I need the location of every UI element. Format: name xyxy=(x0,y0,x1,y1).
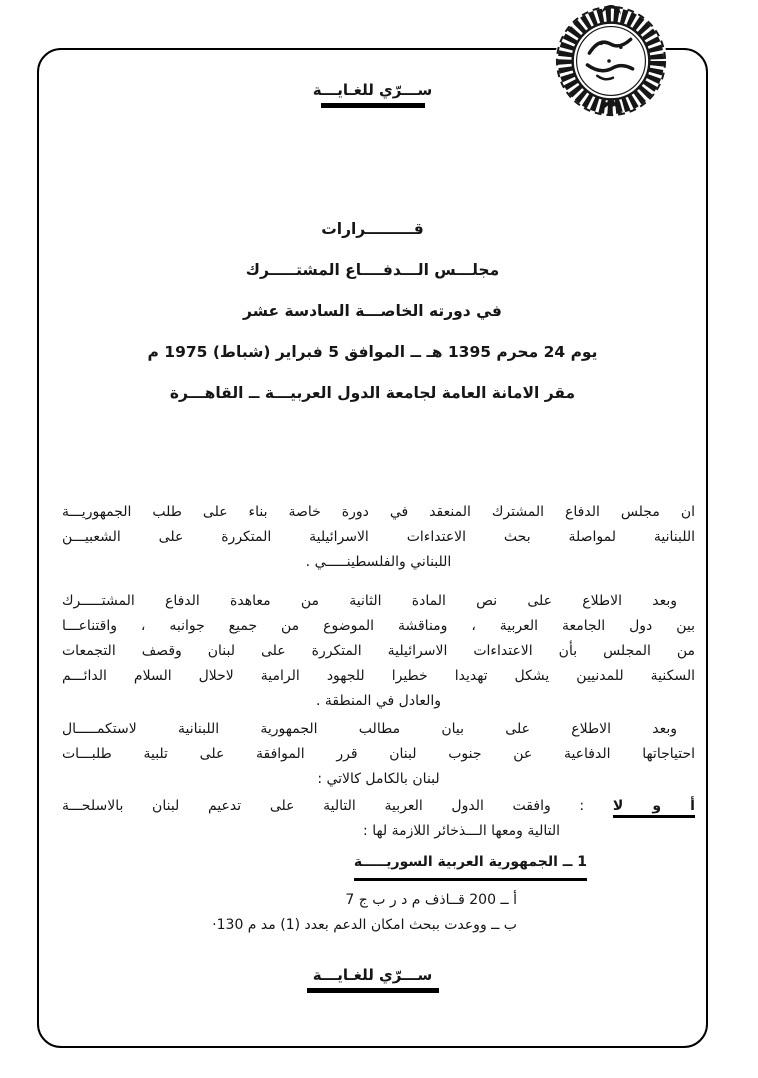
syria-item-a: أ ــ 200 قــاذف م د ر ب ج 7 xyxy=(345,892,517,908)
paragraph-2-line-1: وبعد الاطلاع على نص المادة الثانية من معاهدة الدفاع المشتـــــرك xyxy=(62,593,677,609)
arab-league-emblem-icon xyxy=(552,2,670,120)
title-block xyxy=(37,218,708,423)
section-first-label: أ و لا xyxy=(613,798,695,818)
title-session-number: السادسة عشر xyxy=(243,302,350,320)
paragraph-1-line-2: اللبنانية لمواصلة بحث الاعتداءات الاسرائيلية المتكررة على الشعبيـــن xyxy=(62,529,695,545)
paragraph-3-line-1: وبعد الاطلاع على بيان مطالب الجمهورية اللبنانية لاستكمـــــال xyxy=(62,721,677,737)
paragraph-2 xyxy=(62,589,695,714)
paragraph-3-line-2: احتياجاتها الدفاعية عن جنوب لبنان قرر الموافقة على تلبية طلبـــات xyxy=(62,746,695,762)
section-first-colon: : xyxy=(550,798,613,814)
paragraph-2-line-3: من المجلس بأن الاعتداءات الاسرائيلية المتكررة على لبنان وقصف التجمعات xyxy=(62,643,695,659)
syria-heading-text: 1 ــ الجمهورية العربية السوريـــــة xyxy=(354,850,587,881)
syria-heading xyxy=(62,850,587,881)
section-first xyxy=(62,794,695,844)
paragraph-2-line-4: السكنية للمدنيين يشكل تهديدا خطيرا للجهود الرامية لاحلال السلام الدائـــم xyxy=(62,668,695,684)
paragraph-1-line-3: اللبناني والفلسطينـــــي . xyxy=(305,554,452,570)
paragraph-2-line-2: بين دول الجامعة العربية ، ومناقشة الموضوع من جميع جوانبه ، واقتناعـــا xyxy=(62,618,695,634)
title-session-prefix: في دورته الخاصـــة xyxy=(355,302,502,320)
section-first-line-1 xyxy=(62,794,695,819)
title-place: مقر الامانة العامة لجامعة الدول العربيـــة ــ القاهـــرة xyxy=(169,384,576,402)
paragraph-3 xyxy=(62,717,695,792)
section-first-line-2: التالية ومعها الـــذخائر اللازمة لها : xyxy=(363,823,560,839)
syria-item-b: ب ــ ووعدت ببحث امكان الدعم بعدد (1) مد م 130· xyxy=(212,917,517,933)
section-first-text: وافقت الدول العربية التالية على تدعيم لبنان بالاسلحـــة xyxy=(62,798,551,814)
title-session xyxy=(37,300,708,322)
classification-bottom-underline xyxy=(307,988,439,993)
classification-top-label: ســـرّي للغـايـــة xyxy=(312,81,433,99)
classification-footer xyxy=(37,965,708,993)
paragraph-3-line-3: لبنان بالكامل كالاتي : xyxy=(317,771,440,787)
classification-top-underline xyxy=(321,103,425,108)
document-content xyxy=(37,48,708,1048)
body-text xyxy=(62,500,695,938)
syria-items xyxy=(62,888,695,938)
title-date: يوم 24 محرم 1395 هـ ــ الموافق 5 فبراير (شباط) 1975 م xyxy=(147,343,598,361)
paragraph-1 xyxy=(62,500,695,575)
classification-bottom-label: ســـرّي للغـايـــة xyxy=(312,966,433,984)
title-decisions: قـــــــــرارات xyxy=(321,220,424,238)
title-council: مجلـــس الـــدفــــاع المشتـــــرك xyxy=(245,261,500,279)
paragraph-1-line-1: ان مجلس الدفاع المشترك المنعقد في دورة خاصة بناء على طلب الجمهوريـــة xyxy=(62,504,695,520)
paragraph-2-line-5: والعادل في المنطقة . xyxy=(315,693,442,709)
